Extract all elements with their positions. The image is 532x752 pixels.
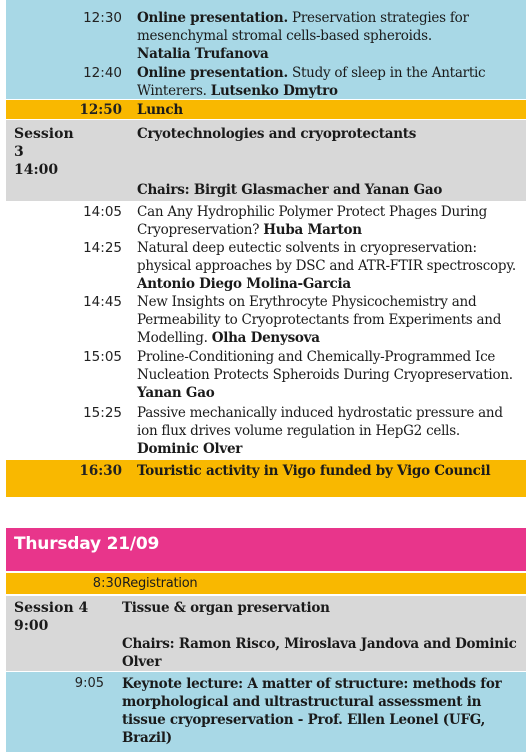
reg-label: Registration bbox=[122, 576, 198, 591]
session-label: Session 4 9:00 bbox=[14, 600, 89, 634]
lunch-row bbox=[6, 100, 526, 120]
talk-speaker: Olha Denysova bbox=[211, 330, 320, 346]
session-3-talks bbox=[6, 202, 526, 460]
talk-text: Can Any Hydrophilic Polymer Protect Phages During Cryopreservation? Huba Marton bbox=[137, 204, 488, 238]
slot-speaker: Natalia Trufanova bbox=[137, 46, 269, 62]
online-presentations-block bbox=[6, 0, 526, 100]
touristic-activity-row bbox=[6, 460, 526, 498]
slot-text bbox=[137, 9, 522, 63]
talk-time: 14:05 bbox=[83, 204, 122, 220]
session-4-header bbox=[6, 596, 526, 672]
registration-row bbox=[6, 573, 526, 595]
slot-time: 12:40 bbox=[83, 65, 122, 81]
slot-desc: Preservation strategies for mesenchymal stromal cells-based spheroids. bbox=[137, 10, 469, 44]
talk-time: 15:05 bbox=[83, 349, 122, 365]
tour-time: 16:30 bbox=[79, 463, 122, 479]
session-chairs: Chairs: Ramon Risco, Miroslava Jandova and Dominic Olver bbox=[122, 636, 517, 670]
slot-speaker: Lutsenko Dmytro bbox=[210, 83, 338, 99]
reg-time: 8:30 bbox=[92, 576, 122, 591]
talk-time: 14:25 bbox=[83, 240, 122, 256]
slot-text bbox=[137, 64, 522, 100]
talk-time: 15:25 bbox=[83, 405, 122, 421]
keynote-row bbox=[6, 672, 526, 752]
day-header-thursday bbox=[6, 528, 526, 572]
talk-text: New Insights on Erythrocyte Physicochemistry and Permeability to Cryoprotectants from Experiments and Modelling. Olha Denysova bbox=[137, 294, 502, 346]
lunch-time: 12:50 bbox=[79, 102, 122, 118]
talk-text: Proline-Conditioning and Chemically-Programmed Ice Nucleation Protects Spheroids During Cryopreservation. Yanan Gao bbox=[137, 349, 513, 401]
keynote-text: Keynote lecture: A matter of structure: methods for morphological and ultrastructural assessment in tissue cryopreservation - Prof. Ellen Leonel (UFG, Brazil) bbox=[122, 676, 502, 746]
session-title: Cryotechnologies and cryoprotectants bbox=[137, 126, 417, 142]
session-label: Session 3 14:00 bbox=[14, 126, 74, 178]
talk-speaker: Yanan Gao bbox=[137, 385, 215, 401]
session-chairs: Chairs: Birgit Glasmacher and Yanan Gao bbox=[137, 182, 443, 198]
lunch-label: Lunch bbox=[137, 102, 183, 118]
talk-time: 14:45 bbox=[83, 294, 122, 310]
talk-speaker: Antonio Diego Molina-Garcia bbox=[137, 276, 351, 292]
day-title: Thursday 21/09 bbox=[14, 534, 160, 554]
slot-title: Online presentation. bbox=[137, 65, 288, 81]
tour-label: Touristic activity in Vigo funded by Vigo Council bbox=[137, 463, 491, 479]
slot-desc: Study of sleep in the Antartic Winterers. bbox=[137, 65, 486, 99]
talk-speaker: Dominic Olver bbox=[137, 441, 243, 457]
talk-text: Natural deep eutectic solvents in cryopreservation: physical approaches by DSC and ATR-FTIR spectroscopy. Antonio Diego Molina-Garcia bbox=[137, 240, 516, 292]
slot-time: 12:30 bbox=[83, 10, 122, 26]
slot-title: Online presentation. bbox=[137, 10, 288, 26]
keynote-time: 9:05 bbox=[74, 676, 104, 691]
talk-text: Passive mechanically induced hydrostatic pressure and ion flux drives volume regulation in HepG2 cells. Dominic Olver bbox=[137, 405, 503, 457]
session-3-header bbox=[6, 120, 526, 202]
session-title: Tissue & organ preservation bbox=[122, 600, 330, 616]
talk-speaker: Huba Marton bbox=[263, 222, 362, 238]
